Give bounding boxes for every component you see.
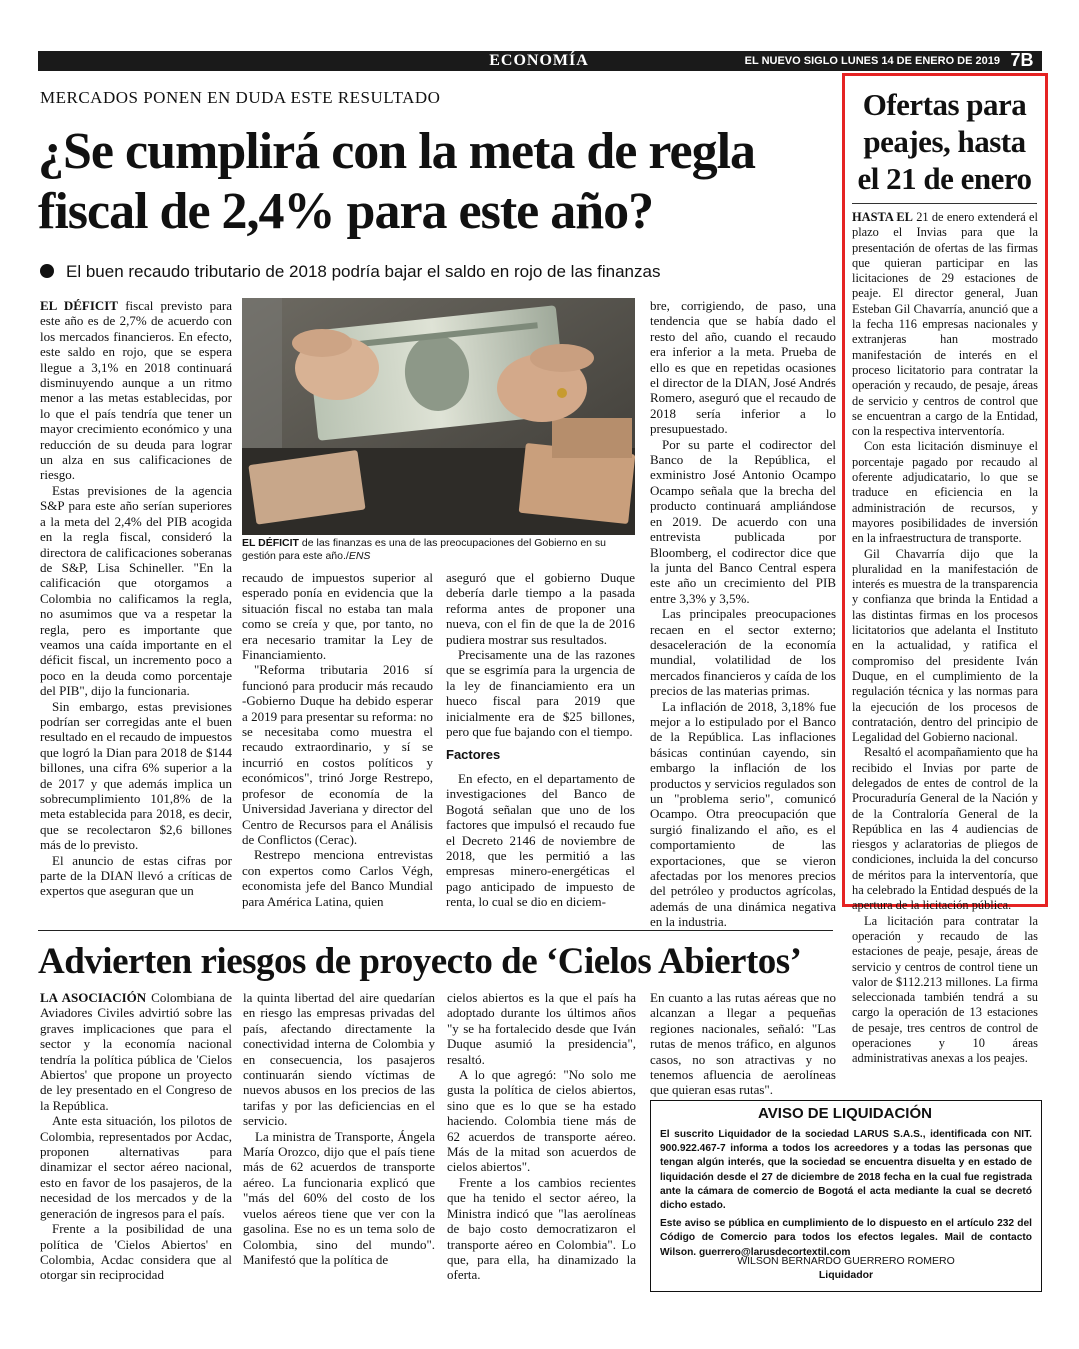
article-column-3 bbox=[446, 570, 635, 910]
notice-signature bbox=[660, 1254, 1032, 1282]
paragraph: Precisamente una de las razones que se esgrimía para la urgencia de la ley de financiamiento era un hueco fiscal para 2019 que inicialmente era de $25 billones, pero que fue bajando con el tiempo. bbox=[446, 647, 635, 740]
photo-caption: EL DÉFICIT de las finanzas es una de las preocupaciones del Gobierno en su gestión para este año./ENS bbox=[242, 537, 607, 562]
paragraph: Ante esta situación, los pilotos de Colombia, representados por Acdac, proponen alternativas para dinamizar el sector aéreo nacional, esto en favor de los pasajeros, de la necesidad de los mercados y de la generación de ingresos para el país. bbox=[40, 1113, 232, 1221]
paragraph: Restrepo menciona entrevistas con expertos como Carlos Végh, economista jefe del Banco Mundial para América Latina, quien bbox=[242, 847, 433, 909]
paragraph: LA ASOCIACIÓN Colombiana de Aviadores Civiles advirtió sobre las graves implicaciones que para el sector y la economía nacional tendría la política pública de 'Cielos Abiertos' que propone un proyecto de ley presentado en el Congreso de la República. bbox=[40, 990, 232, 1113]
sidebar-body bbox=[852, 210, 1038, 1067]
notice-paragraph: El suscrito Liquidador de la sociedad LARUS S.A.S., identificada con NIT. 900.922.467-7 informa a todos los acreedores y a todas las personas que tengan algún interés, que la sociedad se encuentra disuelta y en estado de liquidación desde el 27 de diciembre de 2018 fecha en la cual fue registrada ante la cámara de comercio de Bogotá el acta mediante la cual se decretó dicho estado. bbox=[660, 1129, 1032, 1212]
paragraph: bre, corrigiendo, de paso, una tendencia que se había dado el resto del año, cuando el recaudo era inferior a la meta. Prueba de ello es que en repetidas ocasiones el director de la DIAN, José Andrés Romero, aseguró que el recaudo de 2018 sería inferior a lo presupuestado. bbox=[650, 298, 836, 437]
paragraph: EL DÉFICIT fiscal previsto para este año es de 2,7% de acuerdo con los mercados financieros. En efecto, este saldo en rojo, que se espera llegue a 3,1% en 2018 continuará disminuyendo aunque a un ritmo menor a las metas establecidas, por lo que el país tendría que tener un mayor crecimiento económico y una reducción de su deuda para lograr un alza en sus calificaciones de riesgo. bbox=[40, 298, 232, 483]
lead-word: HASTA EL bbox=[852, 210, 913, 224]
section-name: ECONOMÍA bbox=[489, 52, 589, 69]
deck bbox=[40, 262, 830, 282]
article-column-2 bbox=[242, 570, 433, 909]
paragraph: En efecto, en el departamento de investigaciones del Banco de Bogotá señalan que uno de los factores que impulsó el recaudo fue el Decreto 2146 de noviembre de 2018, que les permitió a las empresas minero-energéticas el pago anticipado de impuesto de renta, lo cual se dio en diciem- bbox=[446, 770, 635, 910]
lead-word: LA ASOCIACIÓN bbox=[40, 990, 147, 1005]
lead-word: EL DÉFICIT bbox=[40, 298, 118, 313]
notice-paragraph: Este aviso se pública en cumplimiento de lo dispuesto en el artículo 232 del Código de Comercio para todos los efectos legales. Mail de contacto Wilson. guerrero@larusdecortextil.com bbox=[660, 1218, 1032, 1258]
second-column-2 bbox=[243, 990, 435, 1267]
money-hands-illustration bbox=[242, 298, 635, 535]
deck-text: El buen recaudo tributario de 2018 podría bajar el saldo en rojo de las finanzas bbox=[66, 262, 661, 281]
paragraph: Resaltó el acompañamiento que ha recibido el Invias por parte de delegados de entes de control de la Procuraduría General de la Nación y de la Contraloría General de la República en las 4 audiencias de riesgos y aclaratorias de pliegos de condiciones, incluida la del concurso de méritos para la interventoría, que ha celebrado la Entidad después de la apertura de la licitación pública. bbox=[852, 745, 1038, 913]
paragraph: La ministra de Transporte, Ángela María Orozco, dijo que el país tiene más de 62 acuerdos de transporte aéreo. La funcionaria explicó que "más del 60% del costo de los vuelos aéreos tiene que ver con la gasolina. Ese no es un tema solo de Colombia, sino del mundo". Manifestó que la política de bbox=[243, 1128, 435, 1267]
paragraph: Sin embargo, estas previsiones podrían ser corregidas ante el buen resultado en el recaudo de impuestos que logró la Dian para 2018 de $144 billones, una cifra 6% superior a la de 2017 y que además implica un sobrecumplimiento 101,8% de la meta establecida para 2018, es decir, que se recolectaron $2,6 billones más de lo previsto. bbox=[40, 698, 232, 853]
paragraph: "Reforma tributaria 2016 sí funcionó para producir más recaudo -Gobierno Duque ha debido esperar a 2019 para presentar su reforma: no se necesitaba como muestra el recaudo extraordinario, y sí se incurrió en costos políticos y económicos", trinó Jorge Restrepo, profesor de economía de la Universidad Javeriana y director del Centro de Recursos para el Análisis de Conflictos (Cerac). bbox=[242, 662, 433, 847]
article-column-4 bbox=[650, 298, 836, 930]
paragraph: Frente a los cambios recientes que ha tenido el sector aéreo, la Ministra indicó que "las aerolíneas de bajo costo democratizaron el transporte aéreo en Colombia". Lo que, para ella, ha dinamizado la oferta. bbox=[447, 1174, 636, 1283]
paragraph: A lo que agregó: "No solo me gusta la política de cielos abiertos, sino que es lo que se ha estado haciendo. Colombia tiene más de 62 acuerdos de transporte aéreo. Más de la mitad son acuerdos de cielos abiertos". bbox=[447, 1067, 636, 1175]
paragraph: Frente a la posibilidad de una política de 'Cielos Abiertos' en Colombia, Acdac considera que al otorgar sin reciprocidad bbox=[40, 1221, 232, 1283]
second-column-3 bbox=[447, 990, 636, 1283]
notice-body bbox=[660, 1128, 1032, 1264]
paragraph: aseguró que el gobierno Duque debería darle tiempo a la pasada reforma antes de proponer una nueva, con el fin de que la de 2016 pudiera mostrar sus resultados. bbox=[446, 570, 635, 647]
paragraph: recaudo de impuestos superior al esperado ponía en evidencia que la situación fiscal no estaba tan mala como se creía y que, por tanto, no era necesario tramitar la Ley de Financiamiento. bbox=[242, 570, 433, 663]
headline: ¿Se cumplirá con la meta de regla fiscal de 2,4% para este año? bbox=[38, 123, 756, 240]
second-headline: Advierten riesgos de proyecto de ‘Cielos Abiertos’ bbox=[38, 941, 802, 982]
second-column-4 bbox=[650, 990, 836, 1098]
caption-lead: EL DÉFICIT bbox=[242, 537, 299, 549]
paragraph: Estas previsiones de la agencia S&P para este año serían superiores a la meta del 2,4% del PIB acogida en la regla fiscal, consideró la directora de calificaciones soberanas de S&P, Lisa Schineller. "En la calificación que otorgamos a Colombia no calificamos la regla, no asumimos que va a respetar la regla, pero es importante que veamos una caída importante en el déficit fiscal, un incremento poco a poco en la deuda como porcentaje del PIB", dijo la funcionaria. bbox=[40, 482, 232, 699]
dateline: EL NUEVO SIGLO LUNES 14 DE ENERO DE 2019 bbox=[744, 55, 1000, 67]
page-number: 7B bbox=[1010, 50, 1034, 70]
sidebar-title: Ofertas para peajes, hasta el 21 de enero bbox=[857, 87, 1032, 196]
paragraph: cielos abiertos es la que el país ha adoptado durante los últimos años "y se ha fortalecido desde que Iván Duque asumió la presidencia", resaltó. bbox=[447, 990, 636, 1067]
paragraph: Las principales preocupaciones recaen en el sector externo; desaceleración de la economía mundial, volatilidad de los mercados financieros y caída de los precios de las materias primas. bbox=[650, 606, 836, 699]
paragraph: Gil Chavarría dijo que la pluralidad en la manifestación de interés es muestra de la transparencia y confianza que brinda la Entidad a las distintas firmas en los procesos licitatorios que adelanta el Instituto en la actualidad, y ratifica el compromiso del presidente Iván Duque, en el cumplimiento de la regulación técnica y las normas para la ejecución de los procesos de contratación, dentro del principio de Legalidad del Gobierno nacional. bbox=[852, 546, 1038, 745]
paragraph: El anuncio de estas cifras por parte de la DIAN llevó a críticas de expertos que aseguran que un bbox=[40, 852, 232, 899]
signer-name: WILSON BERNARDO GUERRERO ROMERO bbox=[737, 1255, 955, 1267]
subhead: Factores bbox=[446, 747, 501, 763]
paragraph: HASTA EL 21 de enero extenderá el plazo el Invias para que la presentación de ofertas de las firmas que quieran participar en las licitaciones de 29 estaciones de peaje. El director general, Juan Esteban Gil Chavarría, anunció que a la fecha 116 empresas nacionales y extranjeras han mostrado manifestación de interés en el proceso licitatorio para contratar la operación y recaudo, de pesaje, áreas de servicio y centros de control que se encuentran a cargo de la Entidad, con la respectiva interventoría. bbox=[852, 210, 1038, 439]
paragraph: La licitación para contratar la operación y recaudo de las estaciones de peaje, pesaje, áreas de servicio y centros de control tiene un valor de $112.213 millones. La firma seleccionada también tendrá a su cargo la operación de 13 estaciones de pesaje, tres centros de control de operaciones y 10 áreas administrativas anexas a los peajes. bbox=[852, 913, 1038, 1066]
story-divider bbox=[38, 930, 833, 931]
article-photo bbox=[242, 298, 635, 535]
notice-title: AVISO DE LIQUIDACIÓN bbox=[758, 1105, 932, 1122]
bullet-icon bbox=[40, 264, 54, 278]
paragraph: En cuanto a las rutas aéreas que no alcanzan a llegar a pequeñas regiones nacionales, señaló: "Las rutas de menos tráfico, en algunos casos, no son atractivas y no tenemos afluencia de aerolíneas que quieran esas rutas". bbox=[650, 990, 836, 1098]
paragraph: la quinta libertad del aire quedarían en riesgo las empresas privadas del país, afectando directamente la conectividad interna de Colombia y en consecuencia, los pasajeros continuarán siendo víctimas de nuevos abusos en los precios de las tarifas y por las deficiencias en el servicio. bbox=[243, 990, 435, 1129]
second-column-1 bbox=[40, 990, 232, 1283]
paragraph: La inflación de 2018, 3,18% fue mejor a lo estipulado por el Banco de la República. Las inflaciones básicas continúan cayendo, sin embargo la inflación de los productos y servicios regulados son un "problema serio", comunicó Ocampo. Otra preocupación que surgió finalizando el año, es el comportamiento de las exportaciones, que se vieron afectadas por los menores precios del petróleo y productos agrícolas, además de una dinámica negativa en la industria. bbox=[650, 698, 836, 930]
article-column-1 bbox=[40, 298, 232, 899]
paragraph: Por su parte el codirector del Banco de la República, el exministro José Antonio Ocampo Ocampo señala que la brecha del producto continuará ampliándose en 2019. De acuerdo con una entrevista publicada por Bloomberg, el codirector dice que la junta del Banco Central espera este año un crecimiento del PIB entre 3,3% y 3,5%. bbox=[650, 436, 836, 606]
sidebar-divider bbox=[852, 203, 1037, 204]
kicker: MERCADOS PONEN EN DUDA ESTE RESULTADO bbox=[40, 88, 441, 107]
signer-role: Liquidador bbox=[818, 1269, 874, 1281]
paragraph: Con esta licitación disminuye el porcentaje pagado por recaudo al oferente adjudicatario, lo que se traduce en eficiencia en la administración de recursos, y mayores posibilidades de inversión en la infraestructura de transporte. bbox=[852, 439, 1038, 546]
photo-credit: ENS bbox=[348, 550, 371, 562]
